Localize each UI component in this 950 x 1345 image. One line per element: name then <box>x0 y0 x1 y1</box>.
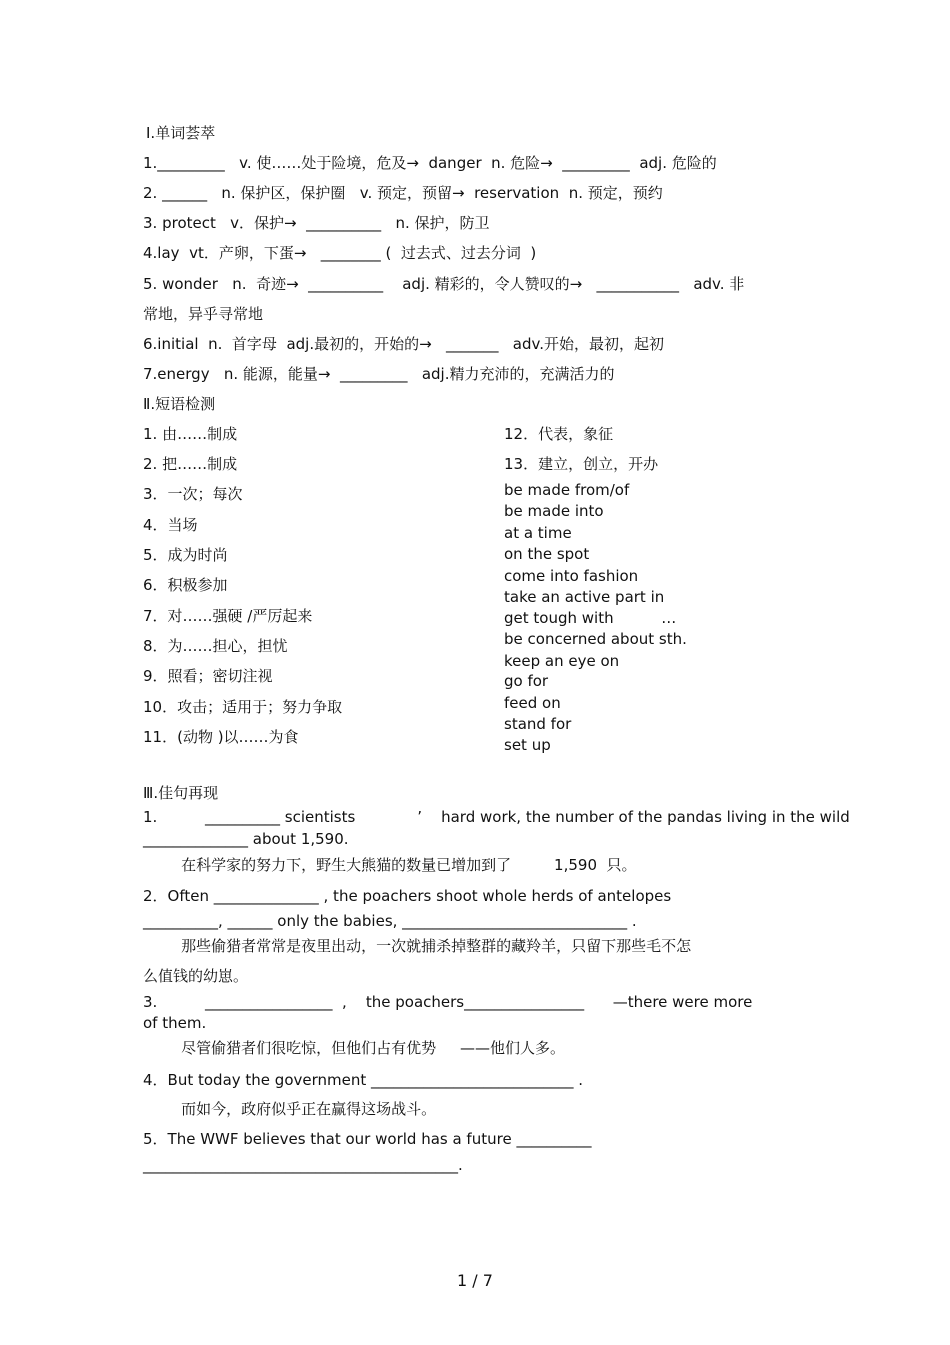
phrase-cn-1: 1. 由……制成 <box>143 425 238 443</box>
vocab-line-4: 4.lay vt．产卵，下蛋→ ________ ( 过去式、过去分词 ) <box>143 244 537 262</box>
vocab-line-6: 6.initial n. 首字母 adj.最初的，开始的→ _______ adv.开始，最初，起初 <box>143 335 664 353</box>
phrase-answer-9: keep an eye on <box>504 652 620 670</box>
section1-heading: Ⅰ.单词荟萃 <box>146 124 216 142</box>
sentence-line-11: 4．But today the government ___________________________ . <box>143 1071 584 1089</box>
sentence-line-4: 2．Often ______________ , the poachers shoot whole herds of antelopes <box>143 887 672 905</box>
phrase-answer-5: come into fashion <box>504 567 639 585</box>
phrase-answer-8: be concerned about sth. <box>504 630 687 648</box>
phrase-cn-13: 13．建立，创立，开办 <box>504 455 659 473</box>
sentence-line-2: ______________ about 1,590. <box>143 830 349 848</box>
phrase-answer-13: set up <box>504 736 551 754</box>
sentence-line-14: __________________________________________. <box>143 1156 463 1174</box>
phrase-cn-12: 12．代表，象征 <box>504 425 614 443</box>
phrase-answer-6: take an active part in <box>504 588 665 606</box>
phrase-answer-4: on the spot <box>504 545 590 563</box>
sentence-line-10: 尽管偷猎者们很吃惊，但他们占有优势 ——他们人多。 <box>143 1039 565 1057</box>
phrase-cn-2: 2. 把……制成 <box>143 455 238 473</box>
sentence-line-13: 5．The WWF believes that our world has a future __________ <box>143 1130 592 1148</box>
sentence-line-9: of them. <box>143 1014 207 1032</box>
phrase-cn-4: 4．当场 <box>143 516 198 534</box>
vocab-line-5-cont: 常地，异乎寻常地 <box>143 305 264 323</box>
phrase-cn-8: 8．为……担心，担忧 <box>143 637 288 655</box>
phrase-answer-11: feed on <box>504 694 561 712</box>
sentence-line-6: 那些偷猎者常常是夜里出动，一次就捕杀掉整群的藏羚羊，只留下那些毛不怎 <box>143 937 692 955</box>
phrase-cn-5: 5．成为时尚 <box>143 546 228 564</box>
phrase-cn-10: 10．攻击；适用于；努力争取 <box>143 698 343 716</box>
vocab-line-1: 1._________ v. 使……处于险境，危及→ danger n. 危险→ _________ adj. 危险的 <box>143 154 717 172</box>
phrase-answer-1: be made from/of <box>504 481 630 499</box>
sentence-line-3: 在科学家的努力下，野生大熊猫的数量已增加到了 1,590 只。 <box>143 856 637 874</box>
sentence-line-12: 而如今，政府似乎正在赢得这场战斗。 <box>143 1100 437 1118</box>
vocab-line-2: 2. ______ n. 保护区，保护圈 v. 预定，预留→ reservation n. 预定，预约 <box>143 184 663 202</box>
sentence-line-5: __________, ______ only the babies, ______________________________ . <box>143 912 637 930</box>
vocab-line-7: 7.energy n. 能源，能量→ _________ adj.精力充沛的，充满活力的 <box>143 365 615 383</box>
phrase-cn-7: 7．对……强硬 /严厉起来 <box>143 607 313 625</box>
phrase-answer-2: be made into <box>504 502 604 520</box>
phrase-answer-12: stand for <box>504 715 572 733</box>
phrase-answer-7: get tough with … <box>504 609 677 627</box>
phrase-cn-3: 3．一次；每次 <box>143 485 243 503</box>
sentence-line-8: 3. _________________ , the poachers________________ —there were more <box>143 993 753 1011</box>
phrase-cn-6: 6．积极参加 <box>143 576 228 594</box>
phrase-cn-11: 11．(动物 )以……为食 <box>143 728 299 746</box>
phrase-answer-3: at a time <box>504 524 572 542</box>
phrase-cn-9: 9．照看；密切注视 <box>143 667 273 685</box>
sentence-line-7: 么值钱的幼崽。 <box>143 967 249 985</box>
page-number: 1 / 7 <box>457 1271 493 1290</box>
section3-heading: Ⅲ.佳句再现 <box>143 784 219 802</box>
vocab-line-5: 5. wonder n. 奇迹→ __________ adj. 精彩的，令人赞叹的→ ___________ adv. 非 <box>143 275 745 293</box>
sentence-line-1: 1. __________ scientists ’ hard work, the number of the pandas living in the wild <box>143 808 850 826</box>
vocab-line-3: 3. protect v．保护→ __________ n. 保护，防卫 <box>143 214 490 232</box>
section2-heading: Ⅱ.短语检测 <box>143 395 216 413</box>
phrase-answer-10: go for <box>504 672 549 690</box>
